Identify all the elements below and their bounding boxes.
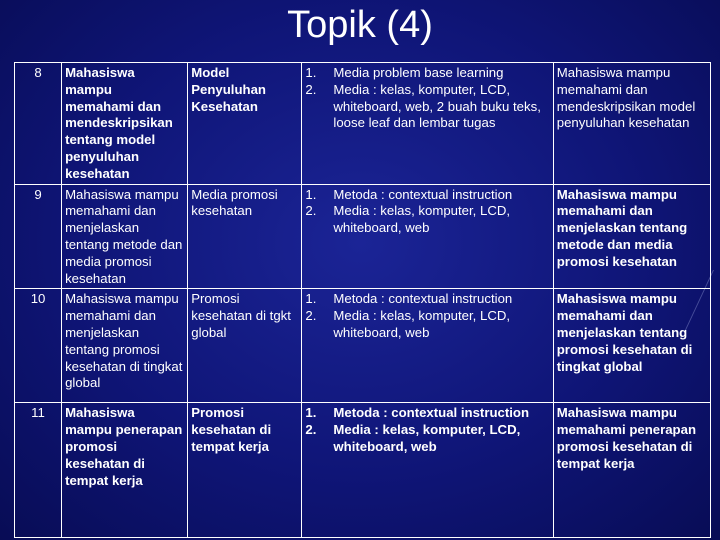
row-number: 8 (15, 63, 62, 185)
topic-table (14, 62, 711, 538)
list-number: 1. (305, 186, 317, 202)
media-cell (302, 63, 553, 185)
list-number: 2. (305, 81, 317, 97)
row-number: 9 (15, 184, 62, 289)
media-text: Media : kelas, komputer, LCD, whiteboard, web (333, 308, 511, 340)
table-row (15, 403, 711, 538)
media-cell (302, 403, 553, 538)
media-text: Metoda : contextual instruction (333, 405, 530, 421)
objective-cell: Mahasiswa mampu memahami dan menjelaskan tentang promosi kesehatan di tingkat global (62, 289, 188, 403)
outcome-cell: Mahasiswa mampu memahami penerapan promosi kesehatan di tempat kerja (553, 403, 710, 538)
table-row (15, 63, 711, 185)
material-cell: Media promosi kesehatan (188, 184, 302, 289)
list-item (305, 291, 549, 308)
media-text: Media : kelas, komputer, LCD, whiteboard, web, 2 buah buku teks, loose leaf dan lembar tugas (333, 81, 541, 131)
row-number: 11 (15, 403, 62, 538)
media-cell (302, 184, 553, 289)
objective-cell: Mahasiswa mampu memahami dan menjelaskan tentang metode dan media promosi kesehatan (62, 184, 188, 289)
material-cell: Promosi kesehatan di tgkt global (188, 289, 302, 403)
row-number: 10 (15, 289, 62, 403)
media-text: Metoda : contextual instruction (333, 291, 513, 307)
list-number: 1. (305, 405, 317, 421)
list-item (305, 203, 549, 237)
slide-title: Topik (4) (287, 4, 433, 46)
material-cell: Promosi kesehatan di tempat kerja (188, 403, 302, 538)
objective-cell: Mahasiswa mampu memahami dan mendeskripsikan tentang model penyuluhan kesehatan (62, 63, 188, 185)
material-cell: Model Penyuluhan Kesehatan (188, 63, 302, 185)
list-number: 1. (305, 65, 317, 80)
list-number: 1. (305, 291, 317, 307)
media-text: Media : kelas, komputer, LCD, whiteboard, web (333, 422, 521, 454)
outcome-cell: Mahasiswa mampu memahami dan menjelaskan tentang promosi kesehatan di tingkat global (553, 289, 710, 403)
list-number: 2. (305, 203, 317, 219)
outcome-cell: Mahasiswa mampu memahami dan mendeskripsikan model penyuluhan kesehatan (553, 63, 710, 185)
list-number: 2. (305, 308, 317, 324)
objective-cell: Mahasiswa mampu penerapan promosi kesehatan di tempat kerja (62, 403, 188, 538)
list-item (305, 422, 549, 456)
list-item (305, 187, 549, 204)
list-item (305, 308, 549, 342)
outcome-cell: Mahasiswa mampu memahami dan menjelaskan tentang metode dan media promosi kesehatan (553, 184, 710, 289)
table-row (15, 184, 711, 289)
media-cell (302, 289, 553, 403)
list-item (305, 65, 549, 82)
list-item (305, 405, 549, 422)
list-item (305, 82, 549, 132)
media-text: Media problem base learning (333, 65, 504, 80)
table-row (15, 289, 711, 403)
media-text: Media : kelas, komputer, LCD, whiteboard, web (333, 203, 511, 236)
list-number: 2. (305, 422, 317, 438)
media-text: Metoda : contextual instruction (333, 186, 513, 202)
